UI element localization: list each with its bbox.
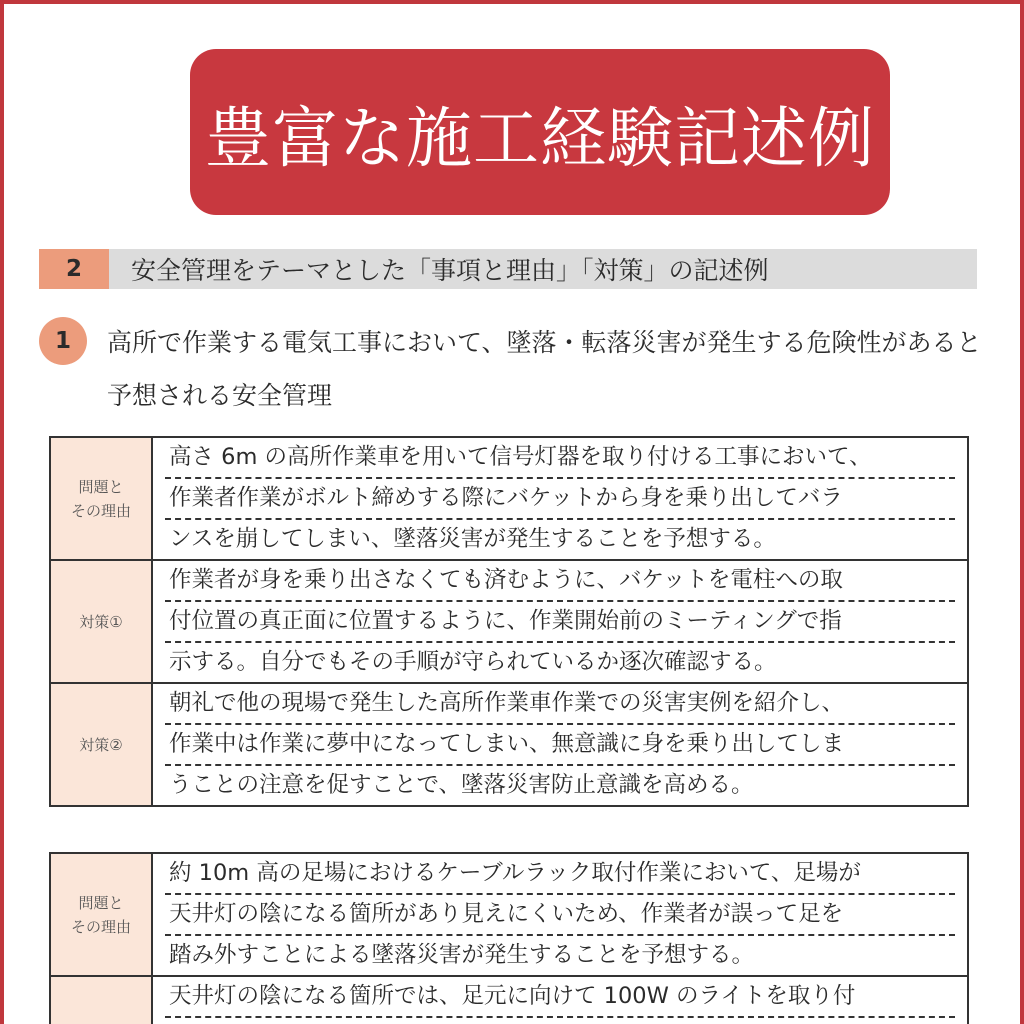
- text-line: 天井灯の陰になる箇所では、足元に向けて 100W のライトを取り付: [165, 977, 955, 1018]
- text-line: 作業者が身を乗り出さなくても済むように、バケットを電柱への取: [165, 561, 955, 602]
- row-label: 問題と その理由: [51, 438, 153, 559]
- text-line: 踏み外すことによる墜落災害が発生することを予想する。: [169, 942, 755, 968]
- row-content: [153, 684, 967, 805]
- text-line: うことの注意を促すことで、墜落災害防止意識を高める。: [169, 772, 754, 798]
- section-number: 2: [39, 249, 109, 289]
- text-line: 朝礼で他の現場で発生した高所作業車作業での災害実例を紹介し、: [165, 684, 955, 725]
- row-label: [51, 977, 153, 1024]
- table-row: [51, 559, 967, 682]
- item-number-badge: 1: [39, 317, 87, 365]
- text-line: [165, 1018, 955, 1024]
- table-row: [51, 682, 967, 805]
- text-line: 作業中は作業に夢中になってしまい、無意識に身を乗り出してしま: [165, 725, 955, 766]
- row-label: 対策①: [51, 561, 153, 682]
- banner-title: 豊富な施工経験記述例: [205, 99, 875, 177]
- section-title: 安全管理をテーマとした「事項と理由」「対策」の記述例: [131, 256, 769, 285]
- text-line: 付位置の真正面に位置するように、作業開始前のミーティングで指: [165, 602, 955, 643]
- title-banner: [190, 49, 890, 215]
- text-line: 天井灯の陰になる箇所があり見えにくいため、作業者が誤って足を: [165, 895, 955, 936]
- item-heading: 高所で作業する電気工事において、墜落・転落災害が発生する危険性があると予想される安全管理: [107, 328, 982, 410]
- row-content: [153, 977, 967, 1024]
- text-line: 示する。自分でもその手順が守られているか逐次確認する。: [169, 649, 777, 675]
- row-label: 対策②: [51, 684, 153, 805]
- example-table-1: [49, 436, 969, 807]
- row-content: [153, 854, 967, 975]
- row-label: 問題と その理由: [51, 854, 153, 975]
- section-header: [39, 249, 977, 289]
- table-row: [51, 975, 967, 1024]
- text-line: 約 10m 高の足場におけるケーブルラック取付作業において、足場が: [165, 854, 955, 895]
- row-content: [153, 561, 967, 682]
- text-line: ンスを崩してしまい、墜落災害が発生することを予想する。: [169, 526, 776, 552]
- example-table-2: [49, 852, 969, 1024]
- row-content: [153, 438, 967, 559]
- text-line: 作業者作業がボルト締めする際にバケットから身を乗り出してバラ: [165, 479, 955, 520]
- table-row: [51, 438, 967, 559]
- table-row: [51, 854, 967, 975]
- text-line: 高さ 6m の高所作業車を用いて信号灯器を取り付ける工事において、: [165, 438, 955, 479]
